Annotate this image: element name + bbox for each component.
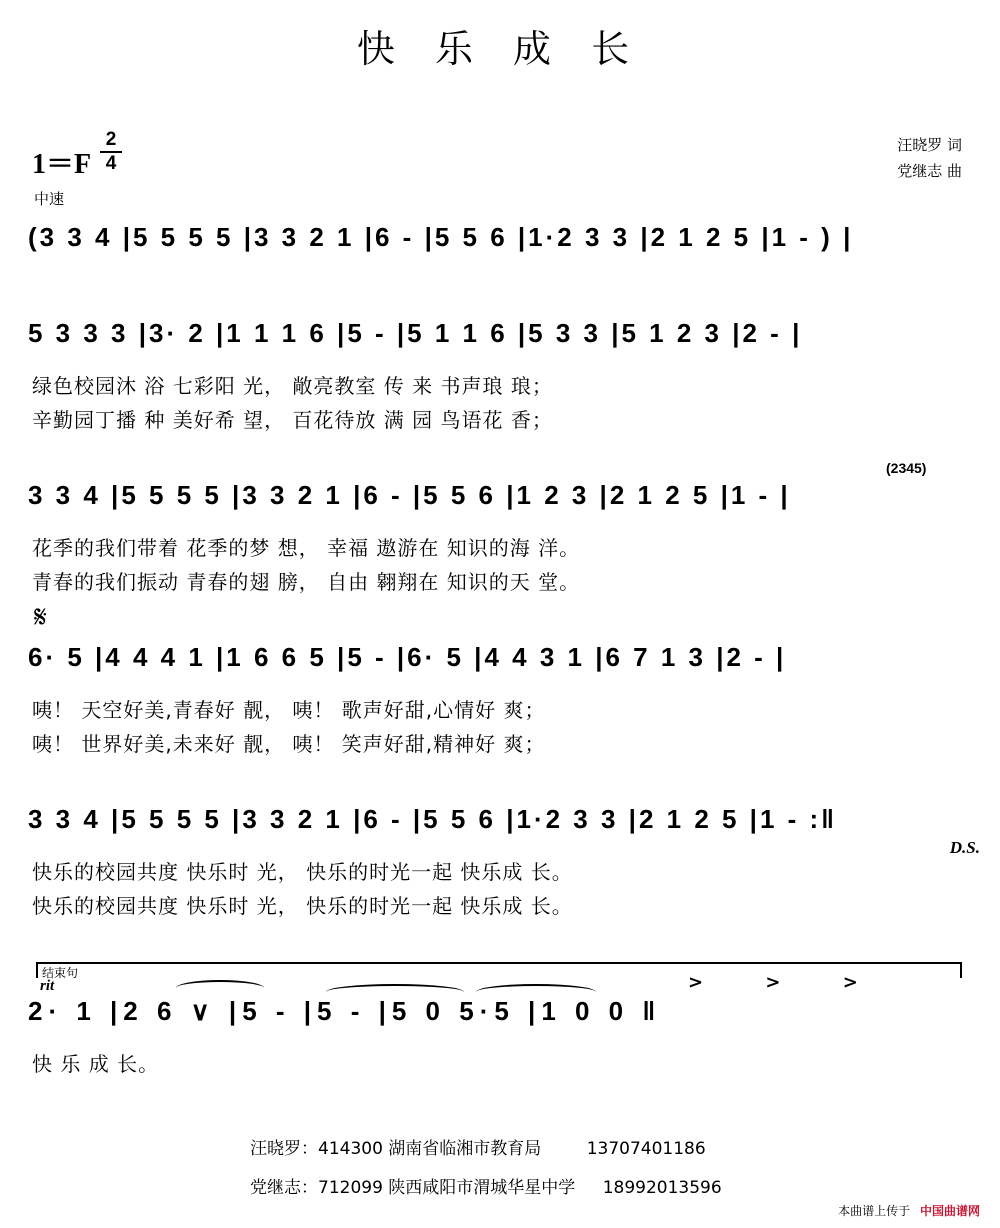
lyric-line-1d: 快乐的校园共度 快乐时 光， 快乐的时光一起 快乐成 长。 xyxy=(32,860,573,884)
lyric-line-ending: 快 乐 成 长。 xyxy=(32,1052,160,1076)
segno-sign: 𝄋 xyxy=(34,600,47,635)
page-title: 快 乐 成 长 xyxy=(356,27,644,71)
upload-footer xyxy=(838,1202,980,1219)
accent-marks: > > > xyxy=(688,972,886,993)
key-signature: 1＝F xyxy=(32,149,92,180)
lyric-line-2b: 青春的我们振动 青春的翅 膀， 自由 翱翔在 知识的天 堂。 xyxy=(32,570,581,594)
lyric-line-2c: 咦！ 世界好美,未来好 靓， 咦！ 笑声好甜,精神好 爽； xyxy=(32,732,546,756)
contact-composer-address: 党继志：712099 陕西咸阳市渭城华星中学 xyxy=(250,1178,576,1198)
notation-line-chorus-a: 6· 5 |4 4 4 1 |1 6 6 5 |5 - |6· 5 |4 4 3 1 |6 7 1 3 |2 - | xyxy=(28,642,787,672)
notation-line-intro: (3 3 4 |5 5 5 5 |3 3 2 1 |6 - |5 5 6 |1·2 3 3 |2 1 2 5 |1 - ) | xyxy=(28,222,854,252)
composer-credit: 党继志 曲 xyxy=(897,162,962,180)
ritardando-marking: rit xyxy=(40,978,55,994)
notation-line-ending: 2· 1 |2 6 ∨ |5 - |5 - |5 0 5·5 |1 0 0 ‖ xyxy=(28,996,662,1026)
time-signature-bottom: 4 xyxy=(105,153,117,174)
contact-lyricist xyxy=(250,1134,706,1159)
notation-line-verse-a: 5 3 3 3 |3· 2 |1 1 1 6 |5 - |5 1 1 6 |5 3 3 |5 1 2 3 |2 - | xyxy=(28,318,803,348)
tie-curve xyxy=(326,984,464,1000)
lyricist-credit: 汪晓罗 词 xyxy=(897,136,962,154)
tempo-marking: 中速 xyxy=(34,190,65,208)
notation-line-verse-b: 3 3 4 |5 5 5 5 |3 3 2 1 |6 - |5 5 6 |1 2 3 |2 1 2 5 |1 - | xyxy=(28,480,791,510)
contact-lyricist-address: 汪晓罗：414300 湖南省临湘市教育局 xyxy=(250,1139,542,1159)
time-signature-top: 2 xyxy=(105,129,117,150)
contact-composer-phone: 18992013596 xyxy=(602,1178,722,1198)
notation-line-chorus-b: 3 3 4 |5 5 5 5 |3 3 2 1 |6 - |5 5 6 |1·2 3 3 |2 1 2 5 |1 - :‖ xyxy=(28,804,838,834)
dal-segno-marking: D.S. xyxy=(949,838,980,857)
tie-curve xyxy=(176,980,264,996)
upload-footer-text: 本曲谱上传于 xyxy=(838,1204,911,1218)
ending-bracket-note: (2345) xyxy=(886,460,927,476)
lyric-line-1a: 绿色校园沐 浴 七彩阳 光， 敞亮教室 传 来 书声琅 琅； xyxy=(32,374,553,398)
contact-lyricist-phone: 13707401186 xyxy=(586,1139,706,1159)
site-logo[interactable]: 中国曲谱网 xyxy=(919,1204,980,1218)
ending-label: 结束句 xyxy=(42,966,79,980)
tie-curve xyxy=(476,984,596,1000)
lyric-line-2d: 快乐的校园共度 快乐时 光， 快乐的时光一起 快乐成 长。 xyxy=(32,894,573,918)
lyric-line-1b: 花季的我们带着 花季的梦 想， 幸福 遨游在 知识的海 洋。 xyxy=(32,536,581,560)
contact-composer xyxy=(250,1173,722,1198)
time-signature xyxy=(100,130,122,174)
lyric-line-2a: 辛勤园丁播 种 美好希 望， 百花待放 满 园 鸟语花 香； xyxy=(32,408,553,432)
lyric-line-1c: 咦！ 天空好美,青春好 靓， 咦！ 歌声好甜,心情好 爽； xyxy=(32,698,546,722)
